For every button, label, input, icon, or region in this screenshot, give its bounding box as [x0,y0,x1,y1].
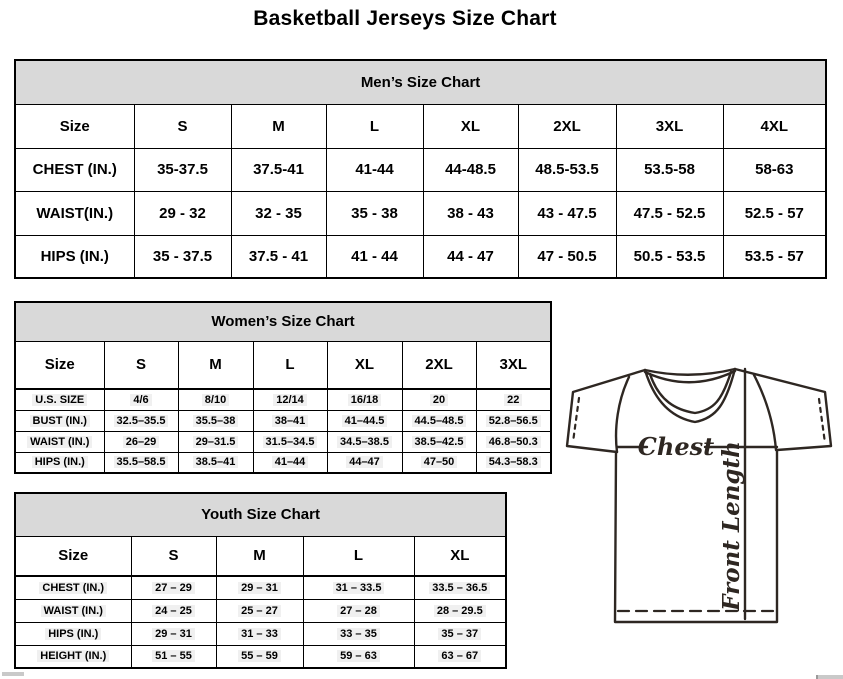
mens-col-header: 2XL [518,104,616,148]
youth-size-chart-table [14,492,507,669]
mens-col-header: S [134,104,231,148]
youth-row-label: CHEST (IN.) [15,576,131,599]
mens-value-cell: 47 - 50.5 [518,235,616,278]
womens-chart-title: Women’s Size Chart [15,302,551,341]
mens-row-label: CHEST (IN.) [15,148,134,191]
womens-value-cell: 34.5–38.5 [327,431,402,452]
mens-value-cell: 35 - 37.5 [134,235,231,278]
page-title: Basketball Jerseys Size Chart [253,7,557,30]
womens-value-cell: 16/18 [327,389,402,410]
mens-value-cell: 37.5 - 41 [231,235,326,278]
youth-value-cell: 31 – 33 [216,622,303,645]
womens-value-cell: 38.5–41 [178,452,253,473]
mens-value-cell: 41-44 [326,148,423,191]
youth-value-cell: 31 – 33.5 [303,576,414,599]
womens-value-cell: 38–41 [253,410,327,431]
womens-col-header: XL [327,341,402,389]
womens-value-cell: 41–44.5 [327,410,402,431]
mens-size-chart-table [14,59,827,279]
womens-col-header: S [104,341,178,389]
youth-value-cell: 29 – 31 [131,622,216,645]
womens-value-cell: 35.5–38 [178,410,253,431]
youth-value-cell: 59 – 63 [303,645,414,668]
youth-col-header: M [216,536,303,576]
womens-value-cell: 41–44 [253,452,327,473]
youth-row-label: HEIGHT (IN.) [15,645,131,668]
womens-value-cell: 32.5–35.5 [104,410,178,431]
front-length-label: Front Length [718,441,745,611]
womens-value-cell: 31.5–34.5 [253,431,327,452]
youth-col-header: S [131,536,216,576]
womens-value-cell: 38.5–42.5 [402,431,476,452]
mens-value-cell: 47.5 - 52.5 [616,191,723,235]
mens-col-header: L [326,104,423,148]
mens-chart-title: Men’s Size Chart [15,60,826,104]
womens-col-header: L [253,341,327,389]
mens-col-header: M [231,104,326,148]
youth-col-header: L [303,536,414,576]
mens-value-cell: 58-63 [723,148,826,191]
jersey-body-outline [615,450,777,622]
womens-col-header: M [178,341,253,389]
womens-value-cell: 35.5–58.5 [104,452,178,473]
womens-col-header: 2XL [402,341,476,389]
youth-value-cell: 24 – 25 [131,599,216,622]
youth-col-header: XL [414,536,506,576]
mens-value-cell: 50.5 - 53.5 [616,235,723,278]
mens-value-cell: 29 - 32 [134,191,231,235]
youth-chart-title: Youth Size Chart [15,493,506,536]
mens-value-cell: 44-48.5 [423,148,518,191]
youth-value-cell: 28 – 29.5 [414,599,506,622]
womens-value-cell: 44.5–48.5 [402,410,476,431]
womens-size-chart-table [14,301,552,474]
youth-value-cell: 27 – 29 [131,576,216,599]
jersey-right-armhole-seam [754,375,776,450]
mens-value-cell: 44 - 47 [423,235,518,278]
mens-value-cell: 48.5-53.5 [518,148,616,191]
mens-value-cell: 32 - 35 [231,191,326,235]
jersey-back-collar-curve [645,369,735,375]
youth-value-cell: 55 – 59 [216,645,303,668]
womens-value-cell: 22 [476,389,551,410]
youth-value-cell: 27 – 28 [303,599,414,622]
mens-row-label: HIPS (IN.) [15,235,134,278]
youth-row-label: HIPS (IN.) [15,622,131,645]
mens-size-header: Size [15,104,134,148]
womens-value-cell: 26–29 [104,431,178,452]
youth-value-cell: 51 – 55 [131,645,216,668]
mens-value-cell: 41 - 44 [326,235,423,278]
jersey-right-sleeve [735,369,831,450]
womens-row-label: WAIST (IN.) [15,431,104,452]
womens-col-header: 3XL [476,341,551,389]
mens-value-cell: 52.5 - 57 [723,191,826,235]
jersey-left-sleeve [567,370,645,452]
mens-value-cell: 53.5 - 57 [723,235,826,278]
jersey-left-cuff-dashes [573,398,579,442]
womens-value-cell: 4/6 [104,389,178,410]
womens-value-cell: 8/10 [178,389,253,410]
scrollbar-fragment-left[interactable] [2,672,24,676]
mens-value-cell: 35-37.5 [134,148,231,191]
youth-value-cell: 33 – 35 [303,622,414,645]
mens-value-cell: 35 - 38 [326,191,423,235]
womens-value-cell: 12/14 [253,389,327,410]
womens-row-label: HIPS (IN.) [15,452,104,473]
chest-label: Chest [637,432,715,461]
scrollbar-fragment-right[interactable] [816,675,843,679]
womens-row-label: BUST (IN.) [15,410,104,431]
mens-value-cell: 37.5-41 [231,148,326,191]
youth-size-header: Size [15,536,131,576]
youth-row-label: WAIST (IN.) [15,599,131,622]
youth-value-cell: 63 – 67 [414,645,506,668]
jersey-left-armhole-seam [616,377,629,452]
womens-value-cell: 20 [402,389,476,410]
youth-value-cell: 29 – 31 [216,576,303,599]
womens-value-cell: 46.8–50.3 [476,431,551,452]
womens-size-header: Size [15,341,104,389]
jersey-measurement-diagram [555,358,840,630]
jersey-right-cuff-dashes [819,399,825,443]
youth-value-cell: 35 – 37 [414,622,506,645]
womens-value-cell: 29–31.5 [178,431,253,452]
mens-value-cell: 43 - 47.5 [518,191,616,235]
mens-col-header: 3XL [616,104,723,148]
mens-value-cell: 53.5-58 [616,148,723,191]
womens-value-cell: 44–47 [327,452,402,473]
youth-value-cell: 25 – 27 [216,599,303,622]
womens-value-cell: 47–50 [402,452,476,473]
youth-value-cell: 33.5 – 36.5 [414,576,506,599]
womens-row-label: U.S. SIZE [15,389,104,410]
womens-value-cell: 52.8–56.5 [476,410,551,431]
mens-value-cell: 38 - 43 [423,191,518,235]
mens-row-label: WAIST(IN.) [15,191,134,235]
mens-col-header: 4XL [723,104,826,148]
womens-value-cell: 54.3–58.3 [476,452,551,473]
mens-col-header: XL [423,104,518,148]
